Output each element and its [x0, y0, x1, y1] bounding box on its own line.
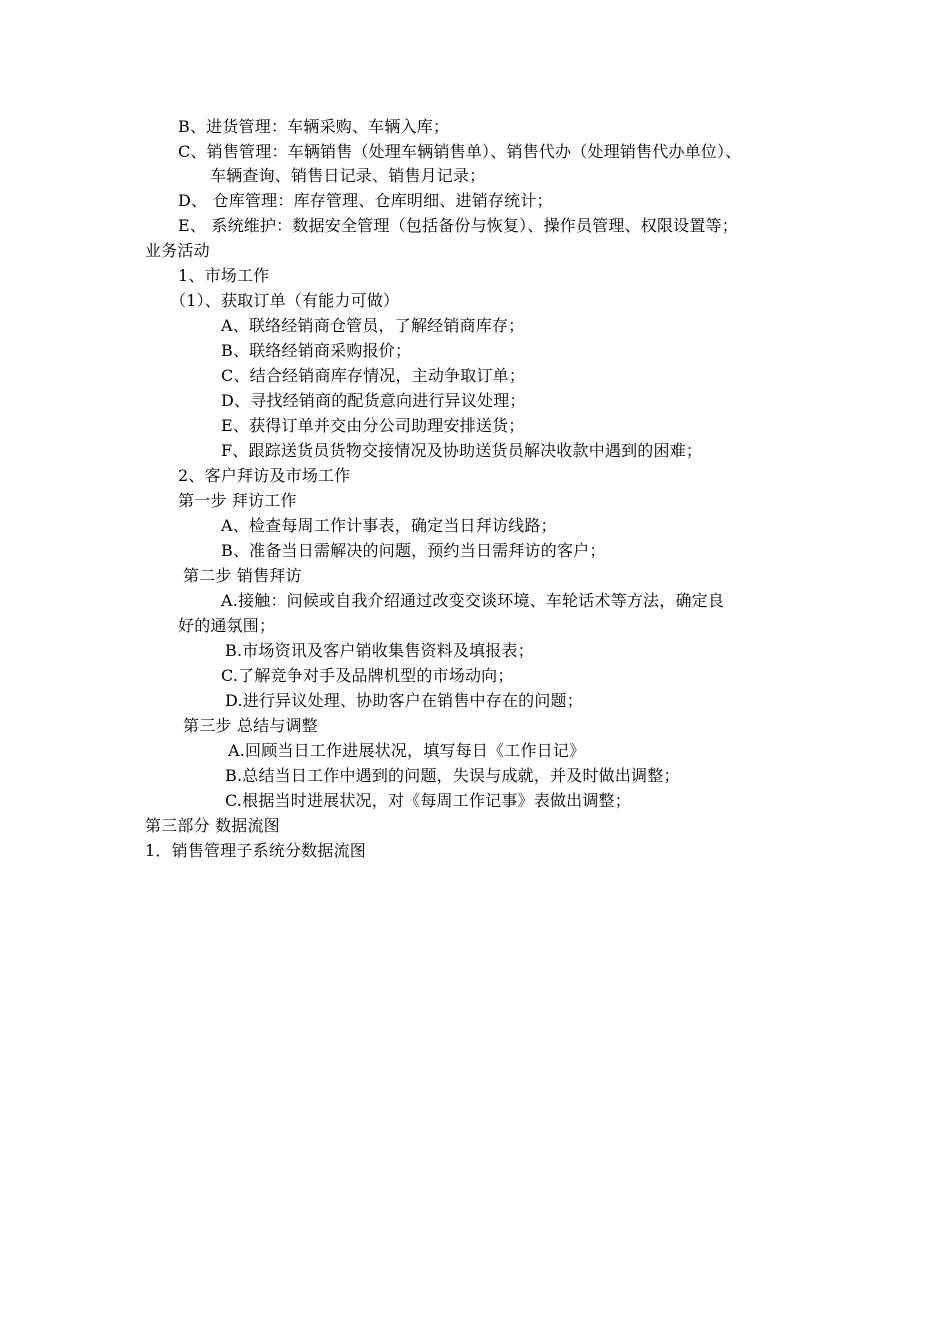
text-line: C、销售管理：车辆销售（处理车辆销售单）、销售代办（处理销售代办单位）、 — [178, 142, 742, 161]
text-line: 车辆查询、销售日记录、销售月记录； — [210, 166, 486, 185]
list-item: D.进行异议处理、协助客户在销售中存在的问题； — [225, 691, 583, 710]
step-heading: 第一步 拜访工作 — [178, 491, 297, 510]
list-item: C.了解竞争对手及品牌机型的市场动向； — [221, 666, 514, 685]
text-line: E、 系统维护：数据安全管理（包括备份与恢复）、操作员管理、权限设置等； — [178, 216, 738, 235]
subsection-heading: 1、市场工作 — [178, 266, 270, 285]
list-item: B.市场资讯及客户销收集售资料及填报表； — [225, 641, 534, 660]
list-item: E、获得订单并交由分公司助理安排送货； — [221, 416, 525, 435]
list-item: A.接触：问候或自我介绍通过改变交谈环境、车轮话术等方法，确定良 — [221, 591, 725, 610]
text-line: D、 仓库管理：库存管理、仓库明细、进销存统计； — [178, 191, 553, 210]
text-line: B、进货管理：车辆采购、车辆入库； — [178, 117, 450, 136]
list-item: C、结合经销商库存情况，主动争取订单； — [221, 366, 526, 385]
step-heading: 第三步 总结与调整 — [183, 716, 318, 735]
subsection-heading: （1）、获取订单（有能力可做） — [170, 291, 400, 310]
list-item-continuation: 好的通氛围； — [178, 616, 276, 635]
list-item: C.根据当时进展状况，对《每周工作记事》表做出调整； — [225, 791, 631, 810]
list-item: A、联络经销商仓管员，了解经销商库存； — [221, 316, 525, 335]
list-item: B、联络经销商采购报价； — [221, 341, 412, 360]
list-item: D、寻找经销商的配货意向进行异议处理； — [221, 391, 526, 410]
list-item: B、准备当日需解决的问题，预约当日需拜访的客户； — [221, 541, 606, 560]
list-item: F、跟踪送货员货物交接情况及协助送货员解决收款中遇到的困难； — [221, 441, 703, 460]
subsection-heading: 2、客户拜访及市场工作 — [178, 466, 351, 485]
part-subheading: 1．销售管理子系统分数据流图 — [145, 841, 366, 860]
step-heading: 第二步 销售拜访 — [183, 566, 302, 585]
part-heading: 第三部分 数据流图 — [145, 816, 280, 835]
section-heading: 业务活动 — [145, 241, 210, 260]
list-item: B.总结当日工作中遇到的问题，失误与成就，并及时做出调整； — [225, 766, 680, 785]
list-item: A、检查每周工作计事表，确定当日拜访线路； — [221, 516, 557, 535]
list-item: A.回顾当日工作进展状况，填写每日《工作日记》 — [228, 741, 586, 760]
